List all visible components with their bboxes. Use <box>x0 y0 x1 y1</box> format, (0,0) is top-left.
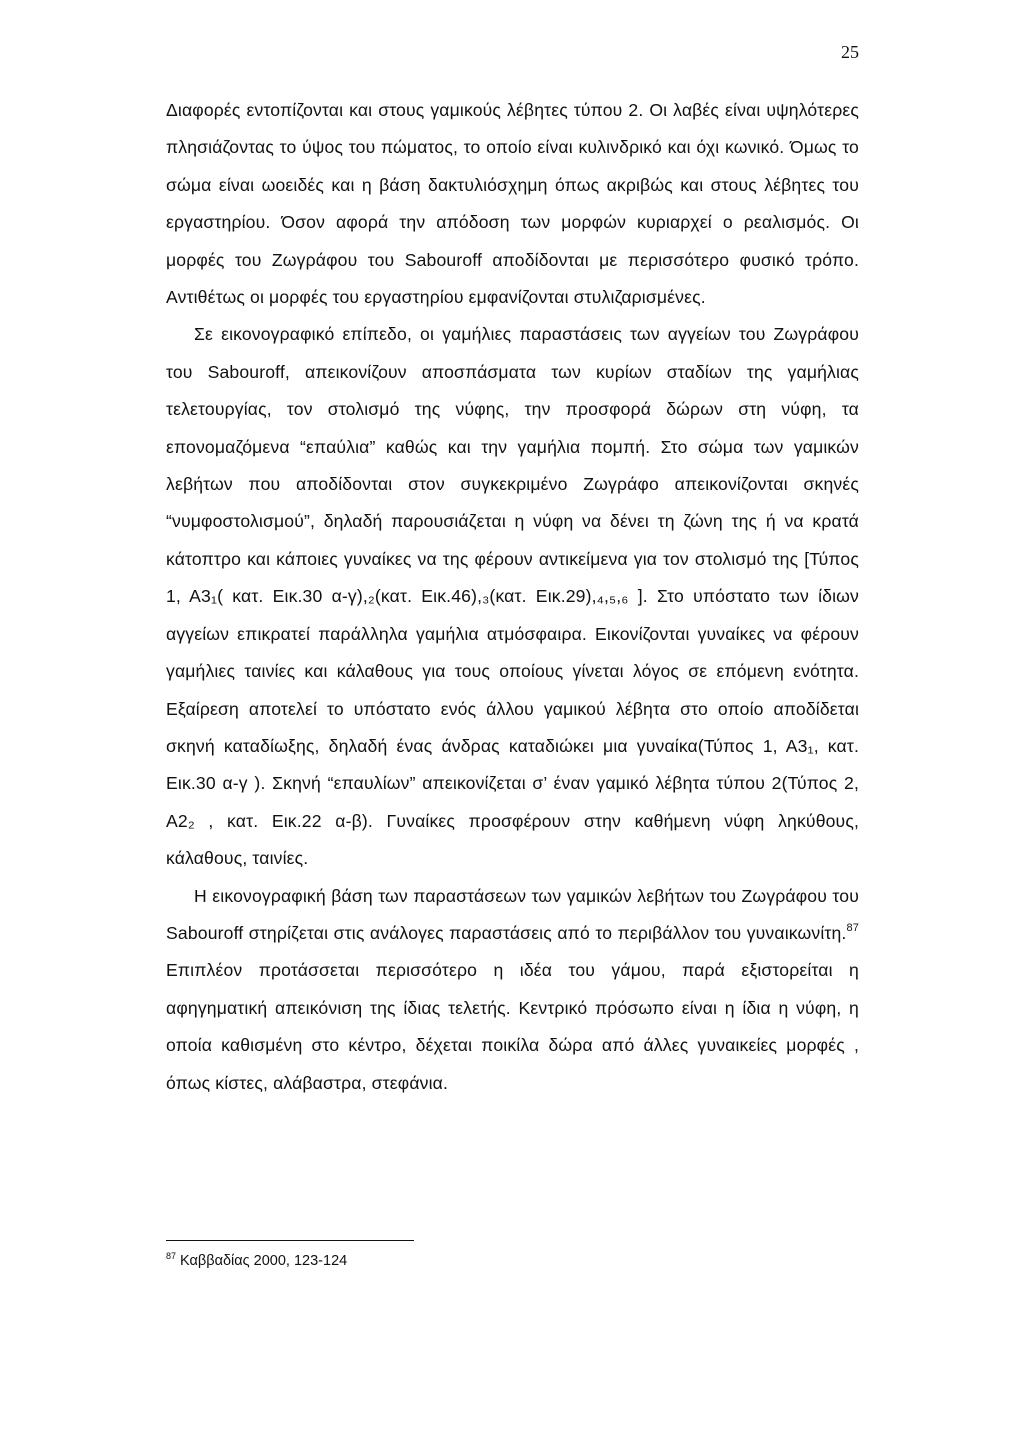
paragraph-3 <box>166 878 859 1102</box>
footnote <box>166 1252 347 1270</box>
footnote-separator <box>166 1240 414 1241</box>
footnote-text: Καββαδίας 2000, 123-124 <box>176 1253 348 1269</box>
paragraph-2: Σε εικονογραφικό επίπεδο, οι γαμήλιες παραστάσεις των αγγείων του Ζωγράφου του Sabouroff, απεικονίζουν αποσπάσματα των κυρίων σταδίων της γαμήλιας τελετουργίας, τον στολισμό της νύφης, την προσφορά δώρων στη νύφη, τα επονομαζόμενα “επαύλια” καθώς και την γαμήλια πομπή. Στο σώμα των γαμικών λεβήτων που αποδίδονται στον συγκεκριμένο Ζωγράφο απεικονίζονται σκηνές “νυμφοστολισμού”, δηλαδή παρουσιάζεται η νύφη να δένει τη ζώνη της ή να κρατά κάτοπτρο και κάποιες γυναίκες να της φέρουν αντικείμενα για τον στολισμό της [Τύπος 1, Α3₁( κατ. Εικ.30 α-γ),₂(κατ. Εικ.46),₃(κατ. Εικ.29),₄,₅,₆ ]. Στο υπόστατο των ίδιων αγγείων επικρατεί παράλληλα γαμήλια ατμόσφαιρα. Εικονίζονται γυναίκες να φέρουν γαμήλιες ταινίες και κάλαθους για τους οποίους γίνεται λόγος σε επόμενη ενότητα. Εξαίρεση αποτελεί το υπόστατο ενός άλλου γαμικού λέβητα στο οποίο αποδίδεται σκηνή καταδίωξης, δηλαδή ένας άνδρας καταδιώκει μια γυναίκα(Τύπος 1, Α3₁, κατ. Εικ.30 α-γ ). Σκηνή “επαυλίων” απεικονίζεται σ’ έναν γαμικό λέβητα τύπου 2(Τύπος 2, Α2₂ , κατ. Εικ.22 α-β). Γυναίκες προσφέρουν στην καθήμενη νύφη ληκύθους, κάλαθους, ταινίες. <box>166 324 859 869</box>
paragraph-3-text-a: Η εικονογραφική βάση των παραστάσεων των γαμικών λεβήτων του Ζωγράφου του Sabouroff στηρίζεται στις ανάλογες παραστάσεις από το περιβάλλον του γυναικωνίτη. <box>166 885 859 943</box>
page-number: 25 <box>841 42 859 62</box>
footnote-reference: 87 <box>846 921 859 934</box>
body-text <box>166 92 859 1102</box>
footnote-number: 87 <box>166 1251 177 1261</box>
paragraph-3-text-b: Επιπλέον προτάσσεται περισσότερο η ιδέα του γάμου, παρά εξιστορείται η αφηγηματική απεικόνιση της ίδιας τελετής. Κεντρικό πρόσωπο είναι η ίδια η νύφη, η οποία καθισμένη στο κέντρο, δέχεται ποικίλα δώρα από άλλες γυναικείες μορφές , όπως κίστες, αλάβαστρα, στεφάνια. <box>166 960 859 1093</box>
paragraph-1: Διαφορές εντοπίζονται και στους γαμικούς λέβητες τύπου 2. Οι λαβές είναι υψηλότερες πλησιάζοντας το ύψος του πώματος, το οποίο είναι κυλινδρικό και όχι κωνικό. Όμως το σώμα είναι ωοειδές και η βάση δακτυλιόσχημη όπως ακριβώς και στους λέβητες του εργαστηρίου. Όσον αφορά την απόδοση των μορφών κυριαρχεί ο ρεαλισμός. Οι μορφές του Ζωγράφου του Sabouroff αποδίδονται με περισσότερο φυσικό τρόπο. Αντιθέτως οι μορφές του εργαστηρίου εμφανίζονται στυλιζαρισμένες. <box>166 100 859 308</box>
